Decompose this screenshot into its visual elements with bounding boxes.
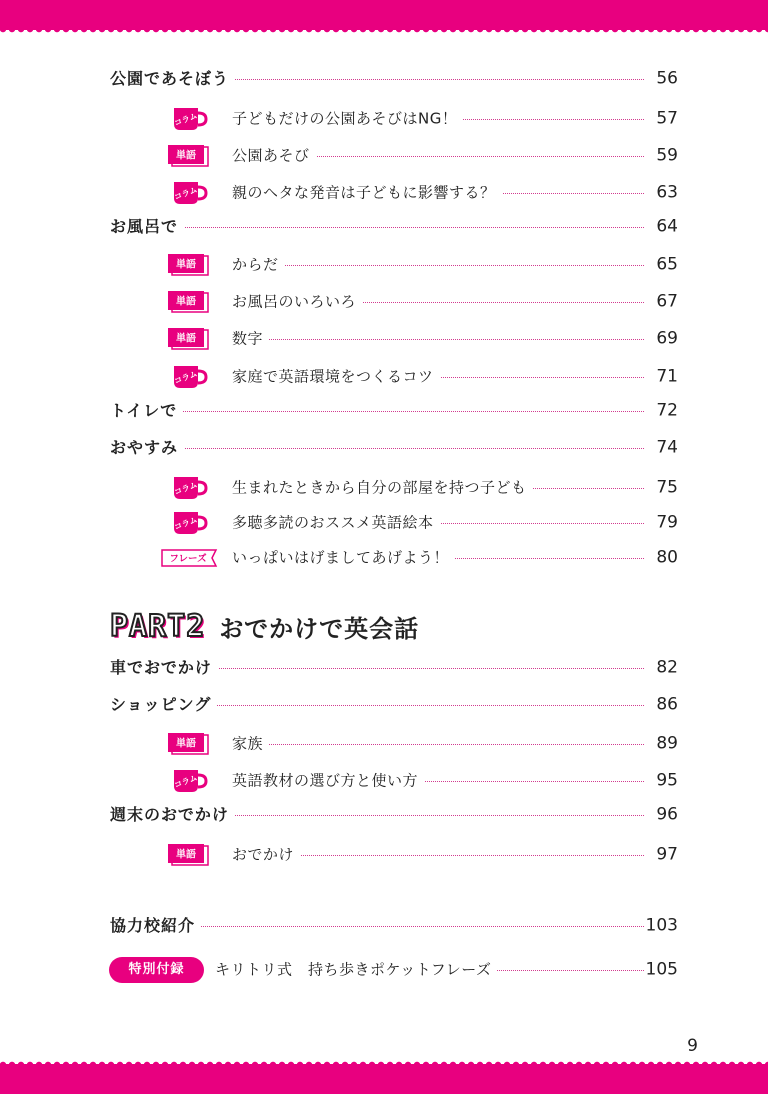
dot-leader [110,411,644,412]
toc-entry[interactable] [0,324,768,354]
svg-text:単語: 単語 [176,849,196,861]
toc-chapter-entry[interactable] [0,396,768,426]
dot-leader [110,448,644,449]
phrase-tag-icon [160,547,218,569]
svg-text:コラム: コラム [173,111,199,128]
column-cup-icon [172,180,208,206]
entry-title: 協力校紹介 [110,918,201,934]
special-appendix-badge: 特別付録 [109,957,204,983]
entry-title: 公園であそぼう [110,71,235,87]
dot-leader [232,339,644,340]
svg-text:コラム: コラム [173,480,199,497]
entry-page-number: 80 [656,547,678,568]
entry-page-number: 63 [656,182,678,203]
entry-title: 数字 [232,332,269,347]
entry-page-number: 96 [656,804,678,825]
entry-page-number: 56 [656,68,678,89]
vocabulary-card-icon [167,732,211,756]
entry-page-number: 74 [656,437,678,458]
bottom-color-band [0,1064,768,1094]
column-cup-icon [172,106,208,132]
entry-title: 家庭で英語環境をつくるコツ [232,370,440,385]
vocabulary-card-icon [167,327,211,351]
toc-entry[interactable] [0,766,768,796]
part-title: おでかけで英会話 [219,614,420,643]
vocabulary-card-icon [167,290,211,314]
vocabulary-card-icon [167,144,211,168]
part-number: PART2 [110,608,206,644]
entry-page-number: 89 [656,733,678,754]
entry-page-number: 72 [656,400,678,421]
toc-chapter-entry[interactable] [0,433,768,463]
toc-chapter-entry[interactable] [0,800,768,830]
entry-title: いっぱいはげましてあげよう！ [232,551,455,566]
toc-entry[interactable] [0,250,768,280]
entry-page-number: 75 [656,477,678,498]
svg-text:単語: 単語 [176,738,196,750]
entry-page-number: 65 [656,254,678,275]
entry-title: 多聴多読のおススメ英語絵本 [232,516,440,531]
svg-text:フレーズ: フレーズ [169,553,207,565]
svg-text:単語: 単語 [176,296,196,308]
entry-title: お風呂のいろいろ [232,295,362,310]
entry-title: 公園あそび [232,149,316,164]
entry-page-number: 95 [656,770,678,791]
dot-leader [232,265,644,266]
vocabulary-card-icon [167,843,211,867]
dot-leader [232,744,644,745]
entry-title: ショッピング [110,697,217,713]
toc-entry[interactable] [0,543,768,573]
entry-title: トイレで [110,403,183,419]
svg-text:コラム: コラム [173,773,199,790]
toc-entry[interactable] [0,508,768,538]
toc-entry[interactable] [0,104,768,134]
svg-text:コラム: コラム [173,185,199,202]
entry-page-number: 67 [656,291,678,312]
toc-entry[interactable] [0,178,768,208]
toc-entry[interactable] [0,141,768,171]
entry-title: 子どもだけの公園あそびはNG！ [232,112,463,127]
entry-title: 親のヘタな発音は子どもに影響する？ [232,186,502,201]
entry-title: おやすみ [110,440,184,456]
part2-heading [110,606,419,646]
toc-entry[interactable] [0,729,768,759]
column-cup-icon [172,768,208,794]
svg-text:単語: 単語 [176,150,196,162]
svg-text:単語: 単語 [176,333,196,345]
toc-entry[interactable] [0,362,768,392]
toc-entry[interactable] [0,287,768,317]
toc-entry[interactable] [0,955,768,985]
entry-title: おでかけ [232,848,300,863]
column-cup-icon [172,475,208,501]
entry-title: キリトリ式 持ち歩きポケットフレーズ [215,963,497,978]
entry-title: 生まれたときから自分の部屋を持つ子ども [232,481,533,496]
entry-title: からだ [232,258,285,273]
toc-entry[interactable] [0,473,768,503]
entry-page-number: 57 [656,108,678,129]
entry-page-number: 79 [656,512,678,533]
toc-entry[interactable] [0,840,768,870]
entry-page-number: 64 [656,216,678,237]
toc-chapter-entry[interactable] [0,690,768,720]
entry-page-number: 59 [656,145,678,166]
entry-page-number: 82 [656,657,678,678]
column-cup-icon [172,510,208,536]
entry-page-number: 105 [645,959,678,980]
entry-title: 家族 [232,737,269,752]
entry-page-number: 69 [656,328,678,349]
toc-chapter-entry[interactable] [0,911,768,941]
toc-chapter-entry[interactable] [0,653,768,683]
entry-title: 週末のおでかけ [110,807,235,823]
page-number: 9 [687,1036,698,1056]
svg-text:コラム: コラム [173,369,199,386]
vocabulary-card-icon [167,253,211,277]
dot-leader [110,227,644,228]
column-cup-icon [172,364,208,390]
svg-text:単語: 単語 [176,259,196,271]
entry-page-number: 97 [656,844,678,865]
entry-page-number: 86 [656,694,678,715]
entry-page-number: 71 [656,366,678,387]
svg-text:コラム: コラム [173,515,199,532]
entry-title: お風呂で [110,219,184,235]
entry-title: 英語教材の選び方と使い方 [232,774,424,789]
entry-page-number: 103 [645,915,678,936]
toc-chapter-entry[interactable] [0,212,768,242]
entry-title: 車でおでかけ [110,660,218,676]
toc-chapter-entry[interactable] [0,64,768,94]
top-color-band [0,0,768,30]
